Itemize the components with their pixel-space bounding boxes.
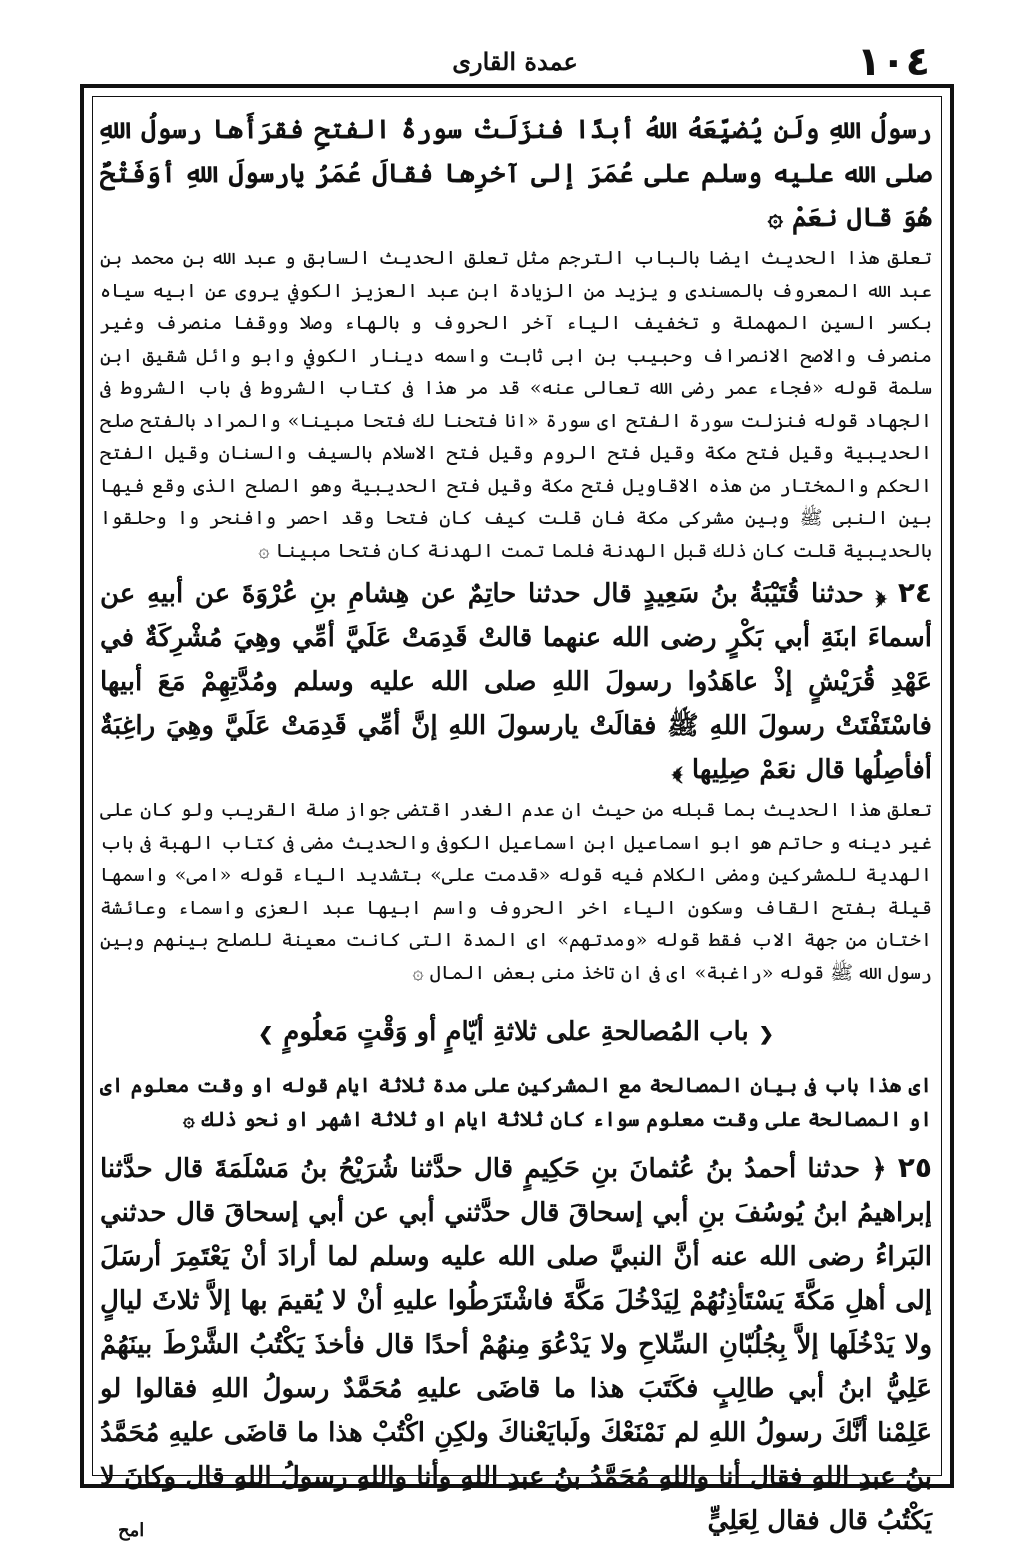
page-header xyxy=(80,40,950,84)
ornament-icon: ❮ xyxy=(758,1024,774,1045)
hadith-number: ٢٥ xyxy=(897,1151,932,1184)
chapter-title: باب المُصالحةِ على ثلاثةِ أيّامٍ أو وَقْتٍ مَعلُومٍ xyxy=(283,1017,749,1047)
hadith-text-continued: رسولُ اللهِ ولَن يُضيِّعَهُ اللهُ أبدًا فنزَلَتْ سورةُ الفتحِ فقرَأَها رسولُ اللهِ صلى الله عليه وسلم على عُمَرَ إلى آخرِها فقالَ عُمَرُ يارسولَ اللهِ أوَفَتْحٌ هُوَ قال نعَمْ ۞ xyxy=(100,115,932,233)
commentary-24: تعلق هذا الحديث بما قبله من حيث ان عدم الغدر اقتضى جواز صلة القريب ولو كان على غير دينه و حاتم هو ابو اسماعيل ابن اسماعيل الكوفى والحديث مضى فى كتاب الهبة فى باب الهدية للمشركين ومضى الكلام فيه قوله «قدمت على» بتشديد الياء قوله «امى» واسمها قيلة بفتح القاف وسكون الياء اخر الحروف واسم ابيها عبد العزى واسماء وعائشة اختان من جهة الاب فقط قوله «ومدتهم» اى المدة التى كانت معينة للصلح بينهم وبين رسول الله ﷺ قوله «راغبة» اى فى ان تاخذ منى بعض المال ۞ xyxy=(100,799,932,984)
hadith-number: ٢٤ xyxy=(897,576,932,609)
chapter-explanation: اى هذا باب فى بيان المصالحة مع المشركين على مدة ثلاثة ايام قوله او وقت معلوم اى او المصالحة على وقت معلوم سواء كان ثلاثة ايام او ثلاثة اشهر او نحو ذلك ۞ xyxy=(100,1073,932,1131)
commentary: تعلق هذا الحديث ايضا بالباب الترجم مثل تعلق الحديث السابق و عبد الله بن محمد بن عبد الله المعروف بالمسندى و يزيد من الزيادة ابن عبد العزيز الكوفي يروى عن ابيه سياه بكسر السين المهملة و تخفيف الياء آخر الحروف و بالهاء وصلا ووقفا منصرف وغير منصرف والاصح الانصراف وحبيب بن ابى ثابت واسمه دينار الكوفي وابو وائل شقيق ابن سلمة قوله «فجاء عمر رضى الله تعالى عنه» قد مر هذا فى كتاب الشروط فى باب الشروط فى الجهاد قوله فنزلت سورة الفتح اى سورة «انا فتحنا لك فتحا مبينا» والمراد بالفتح صلح الحديبية وقيل فتح مكة وقيل فتح الروم وقيل فتح الاسلام بالسيف والسنان وقيل الفتح الحكم والمختار من هذه الاقاويل فتح مكة وقيل فتح الحديبية وهو الصلح الذى وقع فيها بين النبى ﷺ وبين مشركى مكة فان قلت كيف كان فتحا وقد احصر وافنحر وا وحلقوا بالحديبية قلت كان ذلك قبل الهدنة فلما تمت الهدنة كان فتحا مبينا ۞ xyxy=(100,247,932,562)
hadith-24-text: ﴿ حدثنا قُتَيْبَةُ بنُ سَعِيدٍ قال حدثنا حاتِمٌ عن هِشامِ بنِ عُرْوَةَ عن أبيهِ عن أسماءَ ابنَةِ أبي بَكْرٍ رضى الله عنهما قالتْ قَدِمَتْ عَلَيَّ أمِّي وهِيَ مُشْرِكَةٌ في عَهْدِ قُرَيْشٍ إذْ عاهَدُوا رسولَ اللهِ صلى الله عليه وسلم ومُدَّتِهِمْ مَعَ أبيها فاسْتَفْتَتْ رسولَ اللهِ ﷺ فقالَتْ يارسولَ اللهِ إنَّ أمِّي قَدِمَتْ عَلَيَّ وهِيَ راغِبَةٌ أفأصِلُها قال نعَمْ صِلِيها ﴾ xyxy=(100,579,932,785)
ornament-icon: ❯ xyxy=(258,1024,274,1045)
catchword: امح xyxy=(118,1520,145,1541)
running-title: عمدة القارى xyxy=(452,47,578,76)
hadith-25-text: ﴿ حدثنا أحمدُ بنُ عُثمانَ بنِ حَكِيمٍ قال حدَّثنا شُرَيْحُ بنُ مَسْلَمَةَ قال حدَّثنا إبراهيمُ ابنُ يُوسُفَ بنِ أبي إسحاقَ قال حدَّثني أبي عن أبي إسحاقَ قال حدثني البَراءُ رضى الله عنه أنَّ النبيَّ صلى الله عليه وسلم لما أرادَ أنْ يَعْتَمِرَ أرسَلَ إلى أهلِ مَكَّةَ يَسْتَأذِنُهُمْ لِيَدْخُلَ مَكَّةَ فاشْتَرَطُوا عليهِ أنْ لا يُقيمَ بها إلاَّ ثلاثَ ليالٍ ولا يَدْخُلَها إلاَّ بِجُلُبّانِ السِّلاحِ ولا يَدْعُوَ مِنهُمْ أحدًا قال فأخذَ يَكْتُبُ الشَّرْطَ بينَهُمْ عَلِيُّ ابنُ أبي طالِبٍ فكَتَبَ هذا ما قاضَى عليهِ مُحَمَّدٌ رسولُ اللهِ فقالوا لو عَلِمْنا أنَّكَ رسولُ اللهِ لم نَمْنَعْكَ ولَبايَعْناكَ ولكِنِ اكْتُبْ هذا ما قاضَى عليهِ مُحَمَّدُ بنُ عبدِ اللهِ فقال أنا واللهِ مُحَمَّدُ بنُ عبدِ اللهِ وأنا واللهِ رسولُ اللهِ قال وكانَ لا يَكْتُبُ قال فقال لِعَلِيٍّ xyxy=(100,1154,932,1536)
chapter-heading xyxy=(100,1007,932,1060)
page-number: ١٠٤ xyxy=(856,39,930,85)
hadith-24 xyxy=(100,571,932,792)
hadith-25 xyxy=(100,1146,932,1543)
